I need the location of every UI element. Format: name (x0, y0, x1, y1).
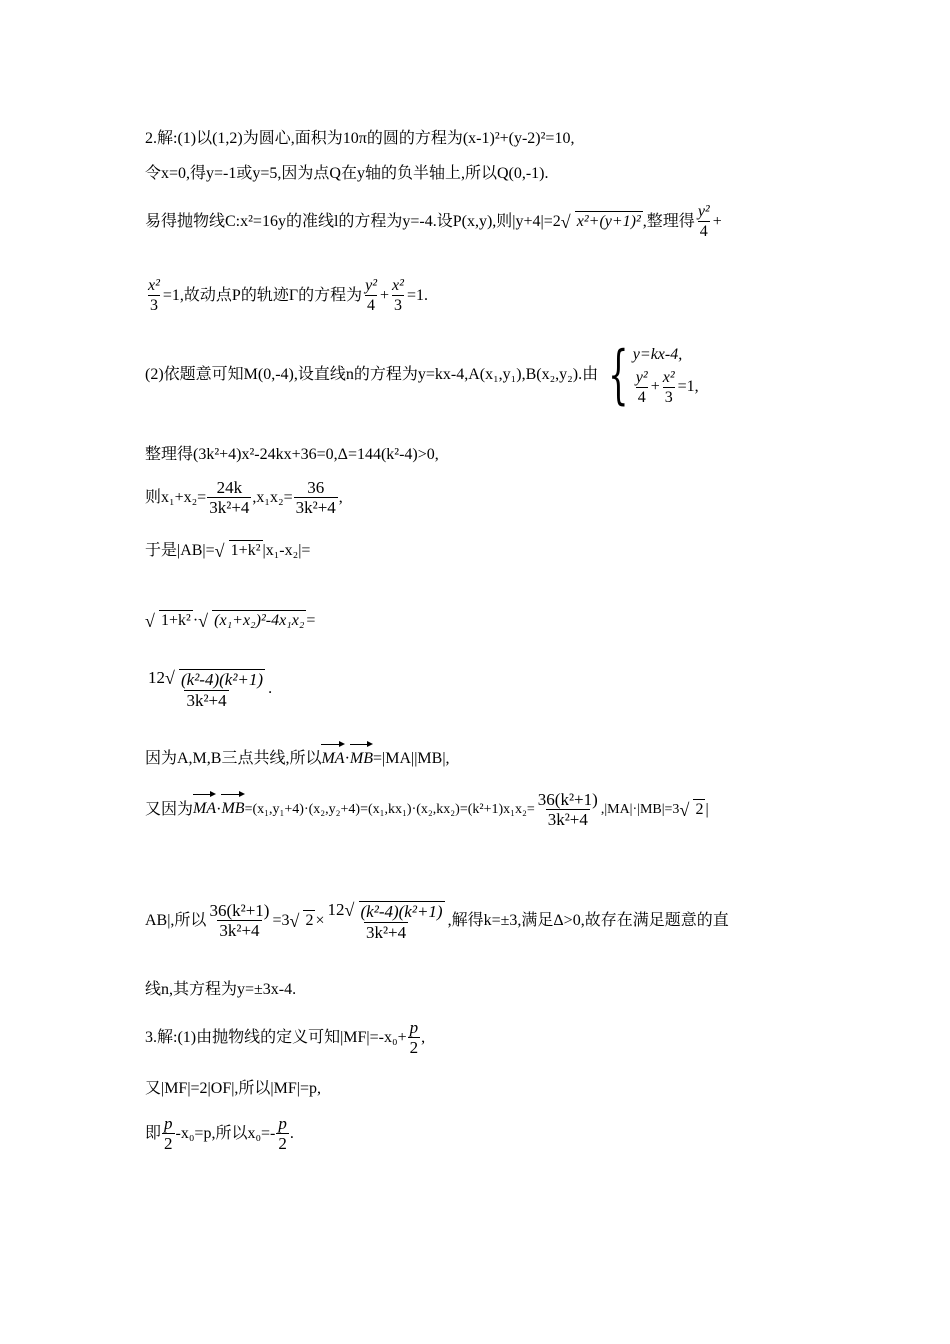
text: + (712, 212, 722, 230)
text-line-10 (145, 668, 272, 710)
text: · (192, 612, 199, 630)
denominator: 3 (664, 389, 673, 406)
fraction (363, 276, 379, 315)
brace-icon: { (608, 337, 629, 412)
system-row-1: y=kx-4, (632, 346, 683, 363)
text-line-6 (145, 444, 439, 466)
radical-body: 2 (305, 911, 314, 929)
text-line-15 (145, 1018, 425, 1057)
radical (289, 910, 315, 932)
text: 又|MF|=2|OF|,所以|MF|=p, (145, 1080, 321, 1097)
numerator: x² (662, 369, 675, 386)
text: = (306, 612, 316, 630)
denominator: 4 (699, 223, 708, 240)
text: 整理得(3k²+4)x²-24kx+36=0,Δ=144(k²-4)>0, (145, 446, 439, 463)
radical-icon: √ (214, 541, 225, 562)
numerator: p (278, 1114, 287, 1133)
text: 令x=0,得y=-1或y=5,因为点Q在y轴的负半轴上,所以Q(0,-1). (145, 165, 549, 182)
numerator: y² (697, 203, 710, 220)
radical-icon: √ (289, 910, 300, 931)
denominator: 2 (278, 1134, 287, 1153)
fraction (146, 668, 267, 710)
system-row-2 (633, 368, 699, 407)
numerator (326, 900, 447, 922)
denominator: 3k²+4 (547, 810, 588, 829)
text-line-7 (145, 478, 343, 517)
text: 即 (145, 1124, 162, 1142)
denominator: 3k²+4 (295, 498, 336, 517)
radical-body: x²+(y+1)² (576, 212, 641, 230)
text-line-2 (145, 163, 549, 185)
text: =1. (406, 286, 428, 304)
denominator: 3 (149, 297, 158, 314)
text: ,解得k=±3,满足Δ>0,故存在满足题意的直 (447, 911, 729, 929)
radical (145, 610, 193, 632)
fraction (207, 478, 251, 517)
text: 12 (327, 900, 345, 919)
denominator: 3k²+4 (186, 690, 227, 710)
radical-icon: √ (679, 799, 690, 820)
fraction (661, 368, 677, 407)
text-line-4 (145, 276, 428, 315)
numerator: 36(k²+1) (537, 790, 598, 809)
text-line-8 (145, 540, 310, 562)
numerator: 24k (216, 478, 243, 497)
text-line-9 (145, 610, 315, 632)
text: 易得抛物线C:x²=16y的准线l的方程为y=-4.设P(x,y),则|y+4|=2 (145, 212, 561, 230)
text: ,x₁x₂= (252, 488, 293, 506)
text: . (289, 1124, 294, 1142)
denominator: 2 (164, 1134, 173, 1153)
text: , (338, 488, 343, 506)
radical-icon: √ (145, 611, 155, 632)
text: , (421, 1028, 426, 1046)
numerator: p (164, 1114, 173, 1133)
fraction (536, 790, 600, 829)
numerator: x² (392, 277, 404, 294)
text-line-11 (145, 742, 450, 770)
text: 12 (148, 668, 165, 687)
numerator: y² (365, 277, 377, 294)
radical (679, 799, 705, 821)
text: |x₁-x₂|= (262, 542, 311, 560)
text: + (650, 378, 660, 396)
fraction (634, 368, 650, 407)
text: 又因为 (145, 800, 194, 818)
text-line-1 (145, 128, 574, 150)
fraction (408, 1018, 421, 1057)
fraction (207, 901, 271, 940)
denominator: 4 (367, 297, 376, 314)
text-line-16 (145, 1078, 321, 1100)
text: | (705, 800, 709, 818)
text-line-12 (145, 790, 709, 829)
radical-icon: √ (198, 611, 209, 632)
numerator: p (409, 1018, 419, 1037)
text: · (344, 750, 350, 768)
radical-body: 1+k² (161, 612, 191, 630)
text-line-13 (145, 900, 729, 942)
denominator: 3 (393, 297, 402, 314)
text: 3.解:(1)由抛物线的定义可知|MF|=-x₀+ (145, 1028, 407, 1046)
text: =1, (677, 378, 699, 396)
denominator: 3k²+4 (365, 922, 407, 942)
equation-system (598, 337, 699, 412)
vector-mb: MB (350, 742, 373, 770)
radical (215, 540, 263, 562)
numerator: x² (148, 277, 160, 294)
radical-body: 2 (695, 800, 704, 818)
text: · (216, 800, 222, 818)
numerator: 36 (307, 478, 325, 497)
text: ,整理得 (642, 212, 695, 230)
fraction (696, 202, 712, 241)
text: × (315, 911, 325, 929)
text: AB|,所以 (145, 911, 207, 929)
text: -x₀=p,所以x₀=- (175, 1124, 276, 1142)
radical (198, 610, 306, 632)
fraction (294, 478, 338, 517)
fraction (390, 276, 406, 315)
text: 线n,其方程为y=±3x-4. (145, 981, 297, 998)
text: =(x₁,y₁+4)·(x₂,y₂+4)=(x₁,kx₁)·(x₂,kx₂)=(k²+1)x₁x₂= (244, 801, 535, 817)
denominator: 3k²+4 (209, 498, 250, 517)
fraction (162, 1114, 175, 1153)
text: 则x₁+x₂= (145, 488, 207, 506)
vector-mb: MB (221, 792, 244, 820)
radical (345, 901, 445, 922)
text-line-17 (145, 1114, 294, 1153)
radical-body: (k²-4)(k²+1) (360, 901, 443, 921)
numerator: 36(k²+1) (209, 901, 270, 921)
radical (561, 211, 643, 233)
text-line-3 (145, 202, 722, 241)
radical-icon: √ (344, 899, 355, 920)
denominator: 4 (637, 389, 646, 406)
text: . (268, 679, 273, 697)
vector-ma: MA (321, 742, 344, 770)
numerator: y² (635, 369, 648, 386)
text: 于是|AB|= (145, 542, 215, 560)
text-line-14 (145, 979, 296, 1001)
text: (2)依题意可知M(0,-4),设直线n的方程为y=kx-4,A(x₁,y₁),B(x₂,y₂).由 (145, 365, 599, 383)
radical-body: (k²-4)(k²+1) (181, 669, 264, 689)
numerator (146, 668, 267, 690)
fraction (276, 1114, 289, 1153)
text: 2.解:(1)以(1,2)为圆心,面积为10π的圆的方程为(x-1)²+(y-2)²=10, (145, 130, 575, 147)
radical (165, 669, 265, 690)
text: =3 (272, 911, 290, 929)
fraction (146, 276, 162, 315)
radical-icon: √ (560, 211, 571, 232)
fraction (326, 900, 447, 942)
text: 因为A,M,B三点共线,所以 (145, 750, 322, 768)
radical-body: (x₁+x₂)²-4x₁x₂ (214, 612, 305, 630)
text: + (380, 286, 390, 304)
text: =|MA||MB|, (373, 750, 450, 768)
vector-ma: MA (193, 792, 216, 820)
denominator: 2 (409, 1038, 419, 1057)
radical-icon: √ (165, 667, 175, 688)
text-line-5 (145, 337, 699, 412)
denominator: 3k²+4 (219, 921, 260, 941)
radical-body: 1+k² (230, 542, 261, 560)
text: ,|MA|·|MB|=3 (600, 801, 680, 817)
text: =1,故动点P的轨迹Γ的方程为 (162, 286, 363, 304)
